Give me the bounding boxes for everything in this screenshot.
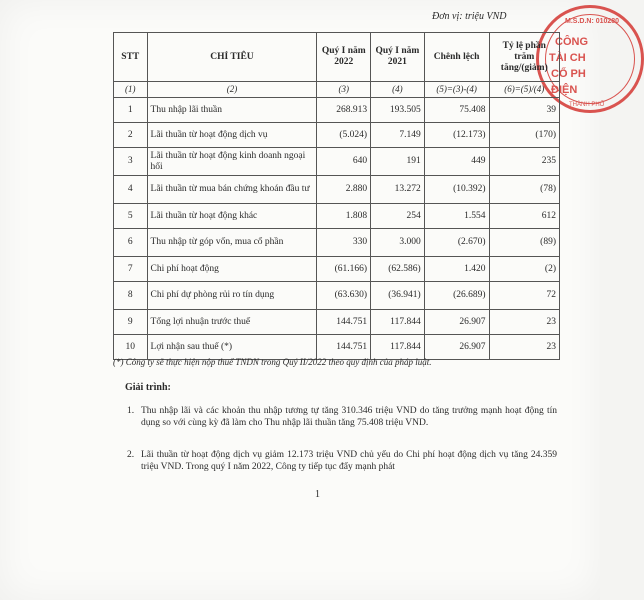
table-row xyxy=(114,204,560,229)
cell-q1-2021: (36.941) xyxy=(371,282,425,310)
explanation-title: Giải trình: xyxy=(125,382,171,393)
cell-pct: 23 xyxy=(489,335,559,360)
index-cell: (4) xyxy=(371,82,425,98)
cell-q1-2022: 2.880 xyxy=(317,176,371,204)
index-cell: (5)=(3)-(4) xyxy=(424,82,489,98)
explanation-item xyxy=(127,449,557,473)
index-cell: (1) xyxy=(114,82,148,98)
cell-q1-2022: (5.024) xyxy=(317,123,371,148)
cell-stt: 2 xyxy=(114,123,148,148)
seal-line-2: TÀI CH xyxy=(549,52,586,64)
cell-stt: 10 xyxy=(114,335,148,360)
financial-table xyxy=(113,32,560,360)
explanation-text: Thu nhập lãi và các khoản thu nhập tương tự tăng 310.346 triệu VND do tăng trưởng mạnh hoạt động tín dụng so với cùng kỳ đã làm cho Thu nhập lãi thuần tăng 75.408 triệu VND. xyxy=(141,406,557,428)
cell-diff: 75.408 xyxy=(424,98,489,123)
cell-q1-2021: 117.844 xyxy=(371,335,425,360)
cell-pct: 235 xyxy=(489,148,559,176)
cell-q1-2022: 640 xyxy=(317,148,371,176)
cell-q1-2022: 144.751 xyxy=(317,335,371,360)
cell-diff: 26.907 xyxy=(424,335,489,360)
cell-name: Lãi thuần từ mua bán chứng khoán đầu tư xyxy=(147,176,317,204)
seal-line-3: CỔ PH xyxy=(551,68,586,80)
table-index-row xyxy=(114,82,560,98)
header-stt: STT xyxy=(114,33,148,82)
cell-diff: 1.420 xyxy=(424,257,489,282)
table-row xyxy=(114,123,560,148)
tax-footnote: (*) Công ty sẽ thực hiện nộp thuế TNDN trong Quý II/2022 theo quy định của pháp luật. xyxy=(113,357,432,367)
cell-q1-2021: 7.149 xyxy=(371,123,425,148)
table-row xyxy=(114,335,560,360)
cell-q1-2021: 13.272 xyxy=(371,176,425,204)
cell-stt: 1 xyxy=(114,98,148,123)
cell-diff: (12.173) xyxy=(424,123,489,148)
table-row xyxy=(114,310,560,335)
index-cell: (2) xyxy=(147,82,317,98)
cell-diff: 26.907 xyxy=(424,310,489,335)
header-percent: Tỷ lệ phần trăm tăng/(giảm) xyxy=(489,33,559,82)
cell-stt: 3 xyxy=(114,148,148,176)
cell-name: Chi phí dự phòng rủi ro tín dụng xyxy=(147,282,317,310)
cell-q1-2021: (62.586) xyxy=(371,257,425,282)
cell-stt: 8 xyxy=(114,282,148,310)
cell-name: Lợi nhận sau thuế (*) xyxy=(147,335,317,360)
cell-pct: 72 xyxy=(489,282,559,310)
cell-name: Lãi thuần từ hoạt động khác xyxy=(147,204,317,229)
seal-line-1: CÔNG xyxy=(555,36,588,48)
table-row xyxy=(114,98,560,123)
cell-q1-2022: (61.166) xyxy=(317,257,371,282)
header-difference: Chênh lệch xyxy=(424,33,489,82)
seal-line-4: ĐIỆN xyxy=(551,84,578,96)
cell-pct: 23 xyxy=(489,310,559,335)
table-row xyxy=(114,148,560,176)
cell-diff: (26.689) xyxy=(424,282,489,310)
index-cell: (6)=(5)/(4) xyxy=(489,82,559,98)
cell-q1-2021: 254 xyxy=(371,204,425,229)
cell-q1-2022: 268.913 xyxy=(317,98,371,123)
table-row xyxy=(114,282,560,310)
cell-name: Thu nhập từ góp vốn, mua cổ phần xyxy=(147,229,317,257)
explanation-text: Lãi thuần từ hoạt động dịch vụ giảm 12.173 triệu VND chủ yếu do Chi phí hoạt động dịch vụ tăng 24.359 triệu VND. Trong quý I năm 2022, Công ty tiếp tục đẩy mạnh phát xyxy=(141,450,557,472)
cell-q1-2021: 117.844 xyxy=(371,310,425,335)
cell-stt: 5 xyxy=(114,204,148,229)
header-indicator: CHỈ TIÊU xyxy=(147,33,317,82)
cell-q1-2021: 3.000 xyxy=(371,229,425,257)
cell-pct: 612 xyxy=(489,204,559,229)
cell-stt: 7 xyxy=(114,257,148,282)
cell-q1-2022: 144.751 xyxy=(317,310,371,335)
table-header-row xyxy=(114,33,560,82)
cell-pct: (2) xyxy=(489,257,559,282)
cell-stt: 6 xyxy=(114,229,148,257)
page-number: 1 xyxy=(315,489,320,500)
cell-diff: 449 xyxy=(424,148,489,176)
cell-q1-2021: 191 xyxy=(371,148,425,176)
cell-name: Lãi thuần từ hoạt động kinh doanh ngoại hối xyxy=(147,148,317,176)
cell-name: Chi phí hoạt động xyxy=(147,257,317,282)
cell-q1-2022: 1.808 xyxy=(317,204,371,229)
header-q1-2021: Quý I năm 2021 xyxy=(371,33,425,82)
cell-name: Tổng lợi nhuận trước thuế xyxy=(147,310,317,335)
header-q1-2022: Quý I năm 2022 xyxy=(317,33,371,82)
cell-name: Lãi thuần từ hoạt động dịch vụ xyxy=(147,123,317,148)
cell-q1-2021: 193.505 xyxy=(371,98,425,123)
cell-stt: 9 xyxy=(114,310,148,335)
cell-pct: 39 xyxy=(489,98,559,123)
seal-bottom: THÀNH PHỐ xyxy=(569,102,605,108)
seal-code: M.S.D.N: 010280 xyxy=(565,18,620,25)
cell-q1-2022: (63.630) xyxy=(317,282,371,310)
cell-diff: (10.392) xyxy=(424,176,489,204)
table-row xyxy=(114,176,560,204)
cell-stt: 4 xyxy=(114,176,148,204)
cell-pct: (78) xyxy=(489,176,559,204)
cell-q1-2022: 330 xyxy=(317,229,371,257)
explanation-number: 2. xyxy=(127,450,135,460)
explanation-number: 1. xyxy=(127,406,135,416)
index-cell: (3) xyxy=(317,82,371,98)
table-row xyxy=(114,257,560,282)
cell-diff: 1.554 xyxy=(424,204,489,229)
cell-pct: (170) xyxy=(489,123,559,148)
table-row xyxy=(114,229,560,257)
explanation-item xyxy=(127,405,557,429)
cell-pct: (89) xyxy=(489,229,559,257)
unit-label: Đơn vị: triệu VND xyxy=(432,11,507,22)
cell-name: Thu nhập lãi thuần xyxy=(147,98,317,123)
cell-diff: (2.670) xyxy=(424,229,489,257)
